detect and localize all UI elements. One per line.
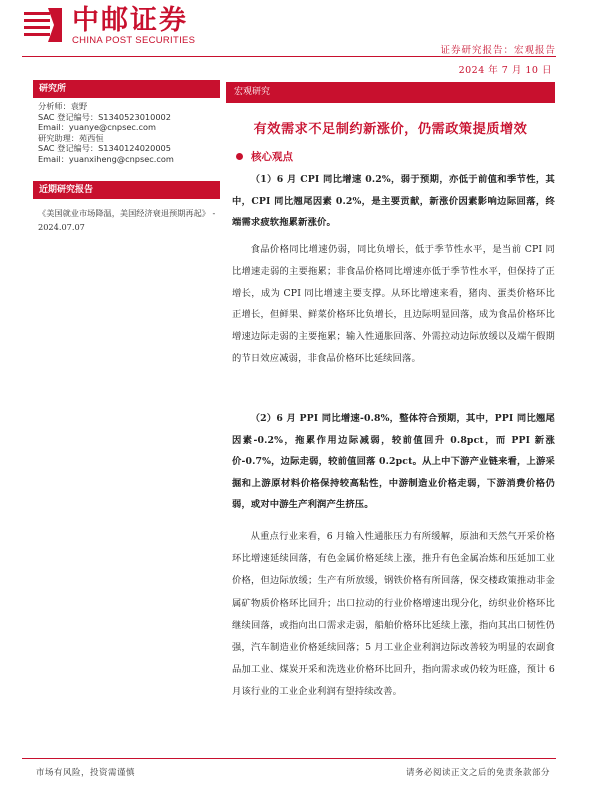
paragraph-1 xyxy=(232,169,555,234)
bullet-icon xyxy=(236,153,243,160)
analyst-line: SAC 登记编号：S1340124020005 xyxy=(38,143,171,154)
paragraph-3 xyxy=(232,408,555,516)
risk-warning: 市场有风险，投资需谨慎 xyxy=(36,768,136,778)
paragraph-2 xyxy=(232,239,555,370)
report-type: 证券研究报告：宏观报告 xyxy=(440,45,556,56)
section-tag: 宏观研究 xyxy=(226,82,555,103)
analyst-email: Email：yuanxiheng@cnpsec.com xyxy=(38,153,174,164)
paragraph-text: 从重点行业来看，6 月输入性通胀压力有所缓解，原油和天然气开采价格环比增速延续回落，有色金属价格延续上涨，推升有色金属冶炼和压延加工业价格，但边际放缓；生产有所放缓，钢铁价格有所回落，保交楼政策推动非金属矿物质价格环比回升；出口拉动的行业价格增速出现分化，纺织业价格环比继续回落，或指向出口需求走弱，船舶价格环比延续上涨，指向其出口韧性仍强，汽车制造业价格延续回落；5 月工业企业利润边际改善较为明显的农副食品加工业、煤炭开采和洗选业价格环比回升，指向需求或仍较为旺盛，预计 6 月该行业的工业企业利润有望持续改善。 xyxy=(232,531,555,698)
report-date: 2024 年 7 月 10 日 xyxy=(458,65,552,76)
analyst-line: 研究助理：苑西恒 xyxy=(38,132,104,143)
paragraph-text: （1）6 月 CPI 同比增速 0.2%，弱于预期，亦低于前值和季节性，其中，CPI 同比翘尾因素 0.2%，是主要贡献，新涨价因素影响边际回落，终端需求疲软拖累新涨价。 xyxy=(232,174,555,228)
paragraph-text: （2）6 月 PPI 同比增速-0.8%，整体符合预期，其中，PPI 同比翘尾因素-0.2%，拖累作用边际减弱，较前值回升 0.8pct，而 PPI 新涨价-0.7%，边际走弱，较前值回落 0.2pct。从上中下游产业链来看，上游采掘和上游原材料价格保持较高粘性，中游制造业价格走弱，下游消费价格仍弱，或对中游生产利润产生挤压。 xyxy=(232,413,555,511)
disclaimer-note: 请务必阅读正文之后的免责条款部分 xyxy=(405,768,550,778)
footer-divider xyxy=(22,758,556,759)
key-points-label: 核心观点 xyxy=(251,151,293,163)
analyst-email: Email：yuanye@cnpsec.com xyxy=(38,122,156,133)
recent-report-link[interactable]: 《美国就业市场降温，美国经济衰退预期再起》 - 2024.07.07 xyxy=(38,208,216,232)
paragraph-text: 食品价格同比增速仍弱，同比负增长，低于季节性水平，是当前 CPI 同比增速走弱的主要拖累；非食品价格同比增速亦低于季节性水平，但保持了正增长，成为 CPI 同比增速主要支撑。从环比增速来看，猪肉、蛋类价格环比正增长，但鲜果、鲜菜价格环比负增长，且边际明显回落，成为食品价格环比增速边际走弱的主要拖累；输入性通胀回落、外需拉动边际放缓以及端午假期的节日效应减弱，非食品价格环比延续回落。 xyxy=(232,244,555,364)
key-points-heading xyxy=(236,149,293,164)
china-post-logo-icon xyxy=(22,6,66,44)
paragraph-4 xyxy=(232,526,555,704)
analyst-list xyxy=(38,101,218,165)
brand-logo xyxy=(22,6,212,46)
institute-header: 研究所 xyxy=(33,80,220,98)
analyst-line: SAC 登记编号：S1340523010002 xyxy=(38,111,171,122)
brand-name-en: CHINA POST SECURITIES xyxy=(72,35,196,46)
brand-name-cn: 中邮证券 xyxy=(72,5,188,36)
report-title: 有效需求不足制约新涨价，仍需政策提质增效 xyxy=(253,122,528,137)
analyst-line: 分析师：袁野 xyxy=(38,101,88,111)
recent-reports-header: 近期研究报告 xyxy=(33,181,220,199)
header-divider xyxy=(22,56,556,57)
